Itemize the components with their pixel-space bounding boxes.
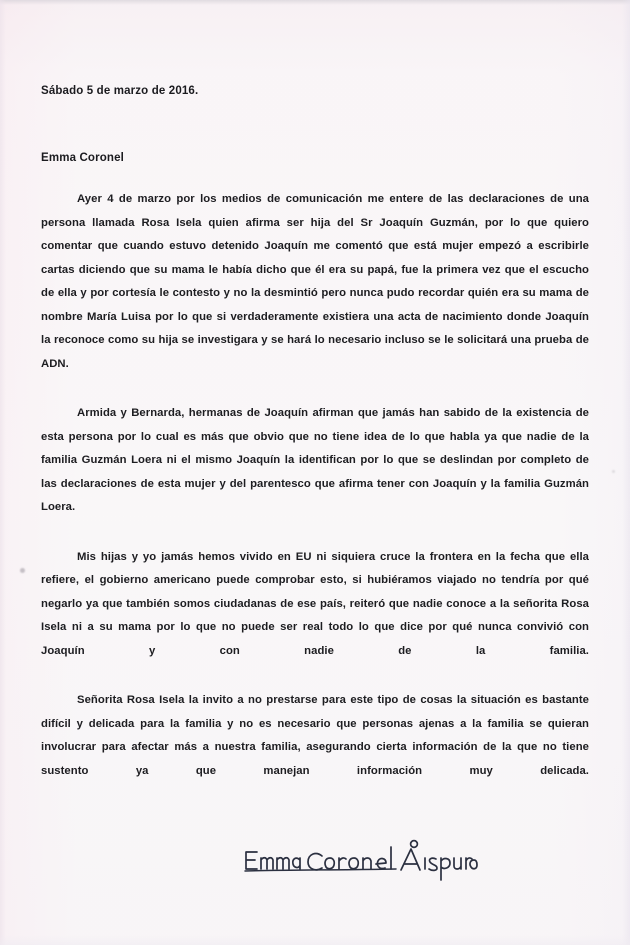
scan-left-edge-artifact — [0, 0, 6, 945]
letter-paragraph: Mis hijas y yo jamás hemos vivido en EU ni siquiera cruce la frontera en la fecha que ella refiere, el gobierno americano puede comprobar esto, si hubiéramos viajado no tendría por qué negarlo ya que también somos ciudadanas de ese país, reiteró que nadie conoce a la señorita Rosa Isela ni a su mama por lo que no puede ser real todo lo que dice por qué nunca convivió con Joaquín y con nadie de la familia. — [41, 550, 589, 657]
scan-bottom-edge-artifact — [0, 935, 630, 945]
scan-speck-artifact — [612, 470, 615, 473]
letter-date: Sábado 5 de marzo de 2016. — [41, 85, 199, 97]
letter-paragraph: Señorita Rosa Isela la invito a no prestarse para este tipo de cosas la situación es bastante difícil y delicada para la familia y no es necesario que personas ajenas a la familia se quieran involucrar para afectar más a nuestra familia, asegurando cierta información de la que no tiene sustento ya que manejan información muy delicada. — [41, 694, 589, 777]
letter-paragraph: Armida y Bernarda, hermanas de Joaquín afirman que jamás han sabido de la existencia de esta persona por lo cual es más que obvio que no tiene idea de lo que habla ya que nadie de la familia Guzmán Loera ni el mismo Joaquín la identifican por lo que se deslindan por completo de las declaraciones de esta mujer y del parentesco que afirma tener con Joaquín y la familia Guzmán Loera. — [41, 407, 589, 513]
letter-paragraph: Ayer 4 de marzo por los medios de comunicación me entere de las declaraciones de una persona llamada Rosa Isela quien afirma ser hija del Sr Joaquín Guzmán, por lo que quiero comentar que cuando estuvo detenido Joaquín me comentó que está mujer empezó a escribirle cartas diciendo que su mama le había dicho que él era su papá, fue la primera vez que el escucho de ella y por cortesía le contesto y no la desmintió pero nunca pudo recordar quién era su mama de nombre María Luisa por lo que si verdaderamente existiera una acta de nacimiento donde Joaquín la reconoce como su hija se investigara y se hará lo necesario incluso se le solicitará una prueba de ADN. — [41, 193, 589, 370]
letter-body — [41, 188, 589, 783]
handwritten-signature-icon — [238, 836, 478, 898]
scan-right-edge-artifact — [622, 0, 630, 945]
scan-top-edge-artifact — [0, 0, 630, 5]
letter-salutation: Emma Coronel — [41, 152, 124, 164]
scan-speck-artifact — [20, 568, 25, 573]
signature — [238, 836, 478, 898]
